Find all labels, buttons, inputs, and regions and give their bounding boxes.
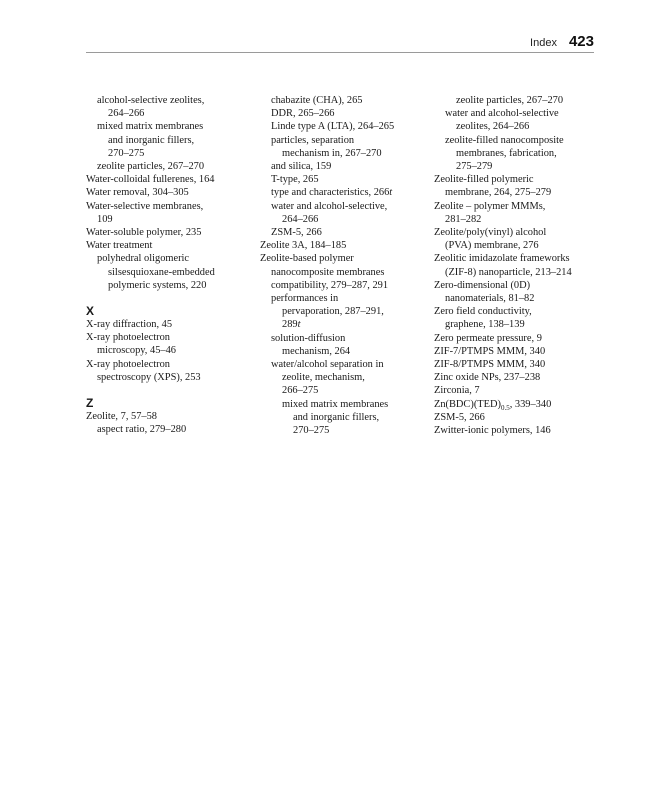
subscript: 0.5: [500, 403, 510, 412]
index-entry: X-ray photoelectron: [86, 358, 170, 370]
index-entry: 264–266: [282, 213, 319, 225]
index-entry: mechanism, 264: [282, 345, 351, 357]
index-entry: Zero permeate pressure, 9: [434, 332, 542, 344]
index-entry: Water-colloidal fullerenes, 164: [86, 174, 215, 186]
index-entry: and inorganic fillers,: [293, 411, 380, 423]
index-entry: membrane, 264, 275–279: [445, 187, 552, 199]
index-entry: [260, 318, 432, 331]
index-entry: pervaporation, 287–291,: [282, 306, 384, 318]
running-header-label: Index: [530, 37, 557, 49]
table-marker: t: [389, 187, 393, 199]
index-entry: zeolite particles, 267–270: [456, 95, 564, 106]
table-marker: t: [297, 319, 301, 331]
index-entry: (ZIF-8) nanoparticle, 213–214: [445, 266, 572, 278]
index-entry: and silica, 159: [271, 161, 332, 173]
page-number: 423: [568, 33, 594, 50]
index-entry: Water-soluble polymer, 235: [86, 227, 202, 239]
index-entry-text: Zn(BDC)(TED): [434, 398, 501, 410]
index-entry: Zinc oxide NPs, 237–238: [434, 372, 541, 384]
section-letter-z: Z: [86, 396, 94, 411]
index-entry: 270–275: [108, 147, 145, 159]
index-entry: silsesquioxane-embedded: [108, 266, 215, 278]
index-entry: water and alcohol-selective: [445, 108, 559, 120]
index-entry: membranes, fabrication,: [456, 147, 557, 159]
index-entry: X-ray photoelectron: [86, 332, 170, 344]
index-entry: 270–275: [293, 425, 330, 437]
index-entry: mixed matrix membranes: [97, 121, 204, 133]
index-entry: zeolite particles, 267–270: [97, 161, 205, 173]
index-entry: alcohol-selective zeolites,: [97, 95, 205, 106]
index-entry: nanomaterials, 81–82: [445, 293, 535, 305]
index-entry: DDR, 265–266: [271, 108, 335, 120]
index-entry: performances in: [271, 293, 339, 305]
index-entry: Zero-dimensional (0D): [434, 279, 531, 291]
index-entry: Zeolitic imidazolate frameworks: [434, 253, 570, 265]
index-entry: particles, separation: [271, 134, 355, 146]
index-entry: graphene, 138–139: [445, 319, 525, 331]
index-entry: 281–282: [445, 213, 482, 225]
index-entry: 275–279: [456, 161, 493, 173]
index-entry: 264–266: [108, 108, 145, 120]
index-entry: mixed matrix membranes: [282, 398, 389, 410]
header-rule: [86, 52, 594, 53]
index-entry: Zeolite – polymer MMMs,: [434, 200, 546, 212]
index-entry: Zeolite-filled polymeric: [434, 174, 534, 186]
index-column-1: [86, 94, 258, 436]
index-entry: polymeric systems, 220: [108, 279, 207, 291]
index-entry: chabazite (CHA), 265: [271, 95, 363, 106]
index-entry: water and alcohol-selective,: [271, 200, 388, 212]
index-entry: spectroscopy (XPS), 253: [97, 371, 201, 383]
index-entry-pages: , 339–340: [509, 398, 552, 410]
index-entry: Water treatment: [86, 240, 153, 252]
index-entry: microscopy, 45–46: [97, 345, 176, 357]
index-entry: [260, 186, 432, 199]
index-entry: zeolites, 264–266: [456, 121, 530, 133]
index-entry: Zwitter-ionic polymers, 146: [434, 425, 551, 437]
index-entry: Linde type A (LTA), 264–265: [271, 121, 395, 133]
index-entry: water/alcohol separation in: [271, 359, 384, 371]
index-entry: zeolite, mechanism,: [282, 372, 365, 384]
index-entry: ZSM-5, 266: [271, 227, 322, 239]
index-entry: Zeolite 3A, 184–185: [260, 240, 347, 252]
index-entry: zeolite-filled nanocomposite: [445, 134, 564, 146]
index-entry: nanocomposite membranes: [271, 266, 385, 278]
index-entry: Zero field conductivity,: [434, 306, 532, 318]
index-entry: Zeolite/poly(vinyl) alcohol: [434, 227, 547, 239]
index-entry: 109: [97, 213, 113, 225]
index-entry: mechanism in, 267–270: [282, 147, 382, 159]
index-entry: solution-diffusion: [271, 332, 346, 344]
index-entry: polyhedral oligomeric: [97, 253, 190, 265]
index-entry: aspect ratio, 279–280: [97, 424, 187, 436]
index-entry: ZSM-5, 266: [434, 411, 485, 423]
index-entry: Water-selective membranes,: [86, 200, 204, 212]
index-column-2: [260, 94, 432, 437]
index-entry: X-ray diffraction, 45: [86, 319, 173, 331]
index-entry: (PVA) membrane, 276: [445, 240, 539, 252]
index-entry-text: type and characteristics, 266: [271, 187, 390, 199]
index-column-3: [434, 94, 614, 437]
index-entry: compatibility, 279–287, 291: [271, 279, 389, 291]
index-entry: 266–275: [282, 385, 319, 397]
index-entry: Water removal, 304–305: [86, 187, 189, 199]
index-entry: T-type, 265: [271, 174, 319, 186]
index-entry: Zeolite-based polymer: [260, 253, 354, 265]
index-entry: Zeolite, 7, 57–58: [86, 411, 157, 423]
section-letter-x: X: [86, 304, 95, 319]
index-entry: ZIF-8/PTMPS MMM, 340: [434, 359, 546, 371]
index-entry: [434, 398, 614, 411]
running-header: [530, 33, 594, 50]
index-entry-text: 289: [282, 319, 298, 331]
index-entry: and inorganic fillers,: [108, 134, 195, 146]
index-entry: Zirconia, 7: [434, 385, 480, 397]
index-entry: ZIF-7/PTMPS MMM, 340: [434, 345, 546, 357]
